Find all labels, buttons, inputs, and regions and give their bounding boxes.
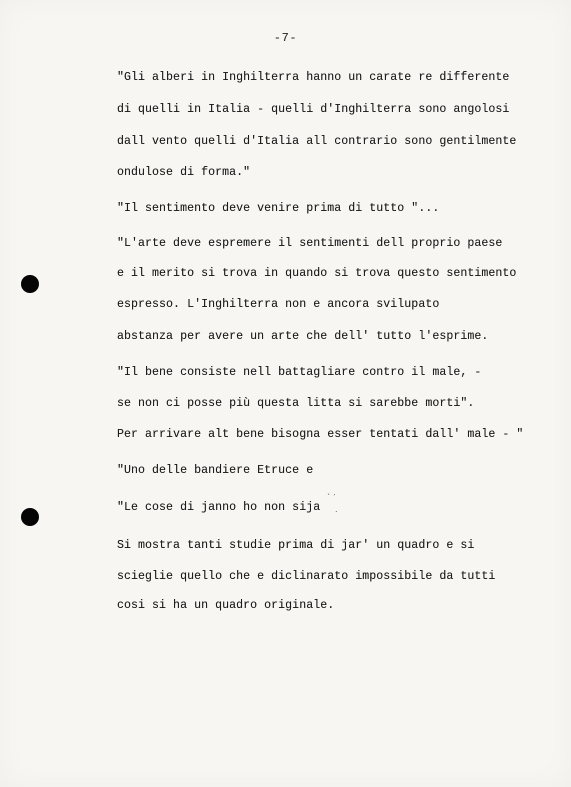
text-line: "Uno delle bandiere Etruce e — [117, 464, 314, 477]
punch-hole — [21, 275, 39, 293]
text-line: e il merito si trova in quando si trova questo sentimento — [117, 267, 517, 280]
text-line: di quelli in Italia - quelli d'Inghilterra sono angolosi — [117, 103, 510, 116]
punch-hole — [21, 508, 39, 526]
text-line: "Le cose di janno ho non sija — [117, 501, 321, 514]
text-line: scieglie quello che e diclinarato impossibile da tutti — [117, 570, 496, 583]
text-line: "Il sentimento deve venire prima di tutto "... — [117, 202, 440, 215]
text-line: Per arrivare alt bene bisogna esser tentati dall' male - " — [117, 428, 524, 441]
text-line: Si mostra tanti studie prima di jar' un quadro e si — [117, 539, 475, 552]
text-line: ondulose di forma." — [117, 166, 251, 179]
text-line: "Il bene consiste nell battagliare contro il male, - — [117, 366, 482, 379]
text-line: abstanza per avere un arte che dell' tutto l'esprime. — [117, 330, 489, 343]
page-number: -7- — [273, 31, 298, 45]
stray-mark: ` ′ — [327, 493, 336, 502]
text-line: "L'arte deve espremere il sentimenti dell proprio paese — [117, 237, 503, 250]
stray-mark: . — [335, 505, 338, 514]
text-line: espresso. L'Inghilterra non e ancora svilupato — [117, 298, 440, 311]
text-line: "Gli alberi in Inghilterra hanno un carate re differente — [117, 71, 510, 84]
text-line: cosi si ha un quadro originale. — [117, 599, 335, 612]
text-line: dall vento quelli d'Italia all contrario sono gentilmente — [117, 135, 517, 148]
text-line: se non ci posse più questa litta si sarebbe morti". — [117, 397, 475, 410]
